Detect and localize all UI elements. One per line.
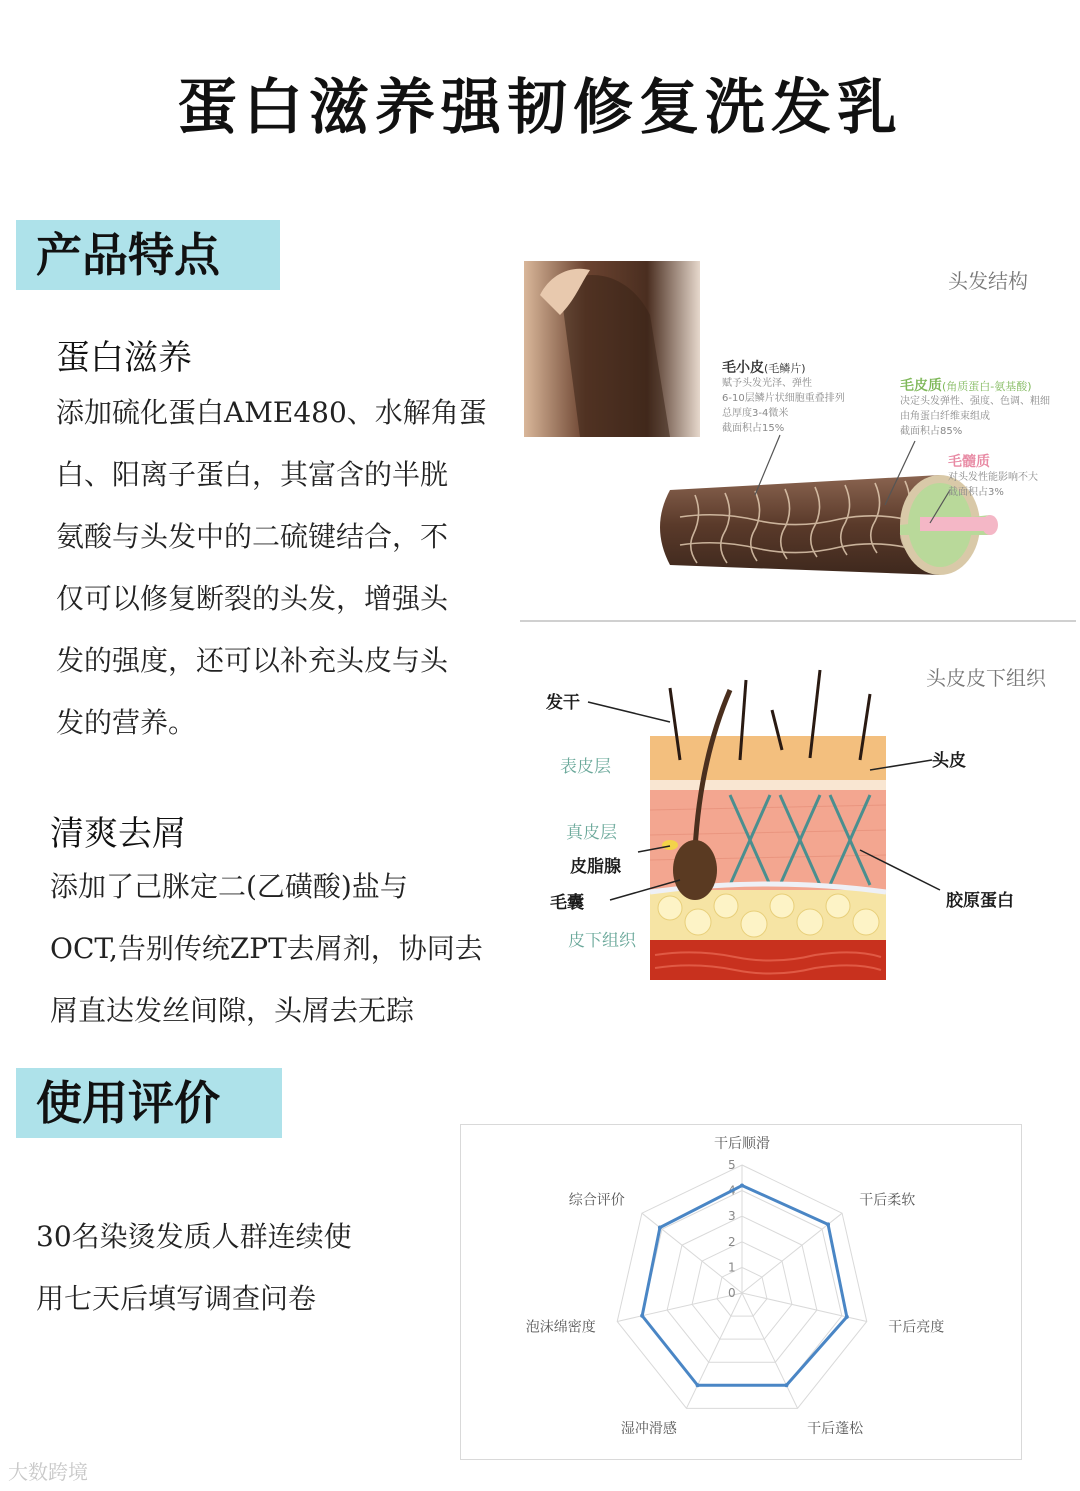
hair-figure-title: 头发结构	[948, 269, 1028, 293]
radar-category-label: 干后顺滑	[714, 1136, 770, 1152]
cortex-name: 毛皮质	[900, 378, 942, 394]
watermark: 大数跨境	[8, 1460, 88, 1484]
radar-tick-label: 1	[728, 1260, 736, 1275]
feature-text-protein	[56, 382, 516, 754]
label-shaft: 发干	[546, 693, 580, 713]
section-tab-evaluation: 使用评价	[16, 1068, 282, 1138]
cuticle-name: 毛小皮	[722, 360, 764, 376]
feature-text-dandruff	[50, 856, 520, 1042]
radar-point	[845, 1315, 849, 1319]
scalp-figure-title: 头皮皮下组织	[926, 666, 1046, 690]
label-scalp: 头皮	[932, 751, 966, 771]
epidermis-layer	[650, 736, 886, 780]
text-line: 发的强度，还可以补充头皮与头	[56, 644, 449, 677]
feature-heading-protein: 蛋白滋养	[56, 338, 192, 378]
cuticle-desc: 截面积占15%	[722, 423, 785, 434]
medulla-name: 毛髓质	[948, 454, 990, 470]
radar-category-label: 泡沫绵密度	[525, 1319, 596, 1336]
medulla-label	[948, 455, 1038, 500]
cortex-desc: 决定头发弹性、强度、色调、粗细	[900, 396, 1050, 407]
page-title: 蛋白滋养强韧修复洗发乳	[177, 73, 903, 143]
radar-category-label: 干后蓬松	[807, 1421, 864, 1438]
medulla-desc: 对头发性能影响不大	[948, 472, 1038, 483]
radar-point	[826, 1222, 830, 1226]
label-sebaceous-gland: 皮脂腺	[570, 857, 621, 877]
cortex-desc: 由角蛋白纤维束组成	[900, 411, 990, 422]
radar-tick-label: 0	[728, 1286, 736, 1300]
radar-chart	[460, 1124, 1022, 1460]
radar-category-label: 干后亮度	[888, 1319, 945, 1336]
text-line: 白、阳离子蛋白，其富含的半胱	[56, 458, 449, 491]
text-line: 用七天后填写调查问卷	[36, 1282, 317, 1315]
text-line: 仅可以修复断裂的头发，增强头	[56, 582, 449, 615]
radar-spoke	[742, 1293, 798, 1408]
radar-point	[740, 1183, 744, 1187]
radar-tick-label: 3	[728, 1209, 736, 1224]
text-line: 屑直达发丝间隙，头屑去无踪	[50, 994, 415, 1027]
radar-category-label: 湿冲滑感	[620, 1421, 677, 1438]
radar-category-label: 综合评价	[568, 1192, 625, 1209]
radar-tick-label: 4	[728, 1183, 736, 1198]
label-subcutis: 皮下组织	[568, 931, 636, 951]
radar-chart-svg	[461, 1125, 1021, 1459]
text-line: 添加硫化蛋白AME480、水解角蛋	[56, 396, 487, 429]
medulla-desc: 截面积占3%	[948, 487, 1004, 498]
hair-structure-figure	[520, 255, 1076, 620]
scalp-structure-figure	[520, 640, 1076, 1000]
text-line: 30名染烫发质人群连续使	[36, 1220, 352, 1253]
radar-point	[658, 1226, 662, 1230]
hair-follicle-bulb	[673, 840, 717, 900]
text-line: 添加了己脒定二(乙磺酸)盐与	[50, 870, 408, 903]
cortex-sub: (角质蛋白-氨基酸)	[942, 380, 1032, 393]
radar-spoke	[686, 1293, 742, 1408]
evaluation-text	[36, 1206, 436, 1330]
text-line: 氨酸与头发中的二硫键结合，不	[56, 520, 449, 553]
radar-point	[696, 1383, 700, 1387]
text-line: 发的营养。	[56, 706, 197, 739]
radar-point	[640, 1314, 644, 1318]
label-collagen: 胶原蛋白	[946, 891, 1014, 911]
cuticle-label	[722, 361, 845, 436]
cortex-label	[900, 379, 1050, 439]
radar-category-label: 干后柔软	[859, 1192, 916, 1209]
cuticle-sub: (毛鳞片)	[764, 362, 806, 375]
radar-tick-label: 2	[728, 1234, 736, 1249]
feature-heading-dandruff: 清爽去屑	[50, 814, 186, 854]
label-follicle: 毛囊	[550, 893, 584, 913]
radar-point	[784, 1383, 788, 1387]
label-dermis: 真皮层	[566, 823, 617, 843]
subcutis-layer	[650, 890, 886, 940]
label-epidermis: 表皮层	[560, 757, 611, 777]
cuticle-desc: 总厚度3-4微米	[722, 408, 789, 419]
radar-tick-label: 5	[728, 1158, 736, 1172]
section-tab-features: 产品特点	[16, 220, 280, 290]
cortex-desc: 截面积占85%	[900, 426, 963, 437]
text-line: OCT,告别传统ZPT去屑剂，协同去	[50, 932, 483, 965]
cuticle-desc: 赋予头发光泽、弹性	[722, 378, 812, 389]
figure-divider	[520, 620, 1076, 622]
cuticle-desc: 6-10层鳞片状细胞重叠排列	[722, 393, 845, 404]
